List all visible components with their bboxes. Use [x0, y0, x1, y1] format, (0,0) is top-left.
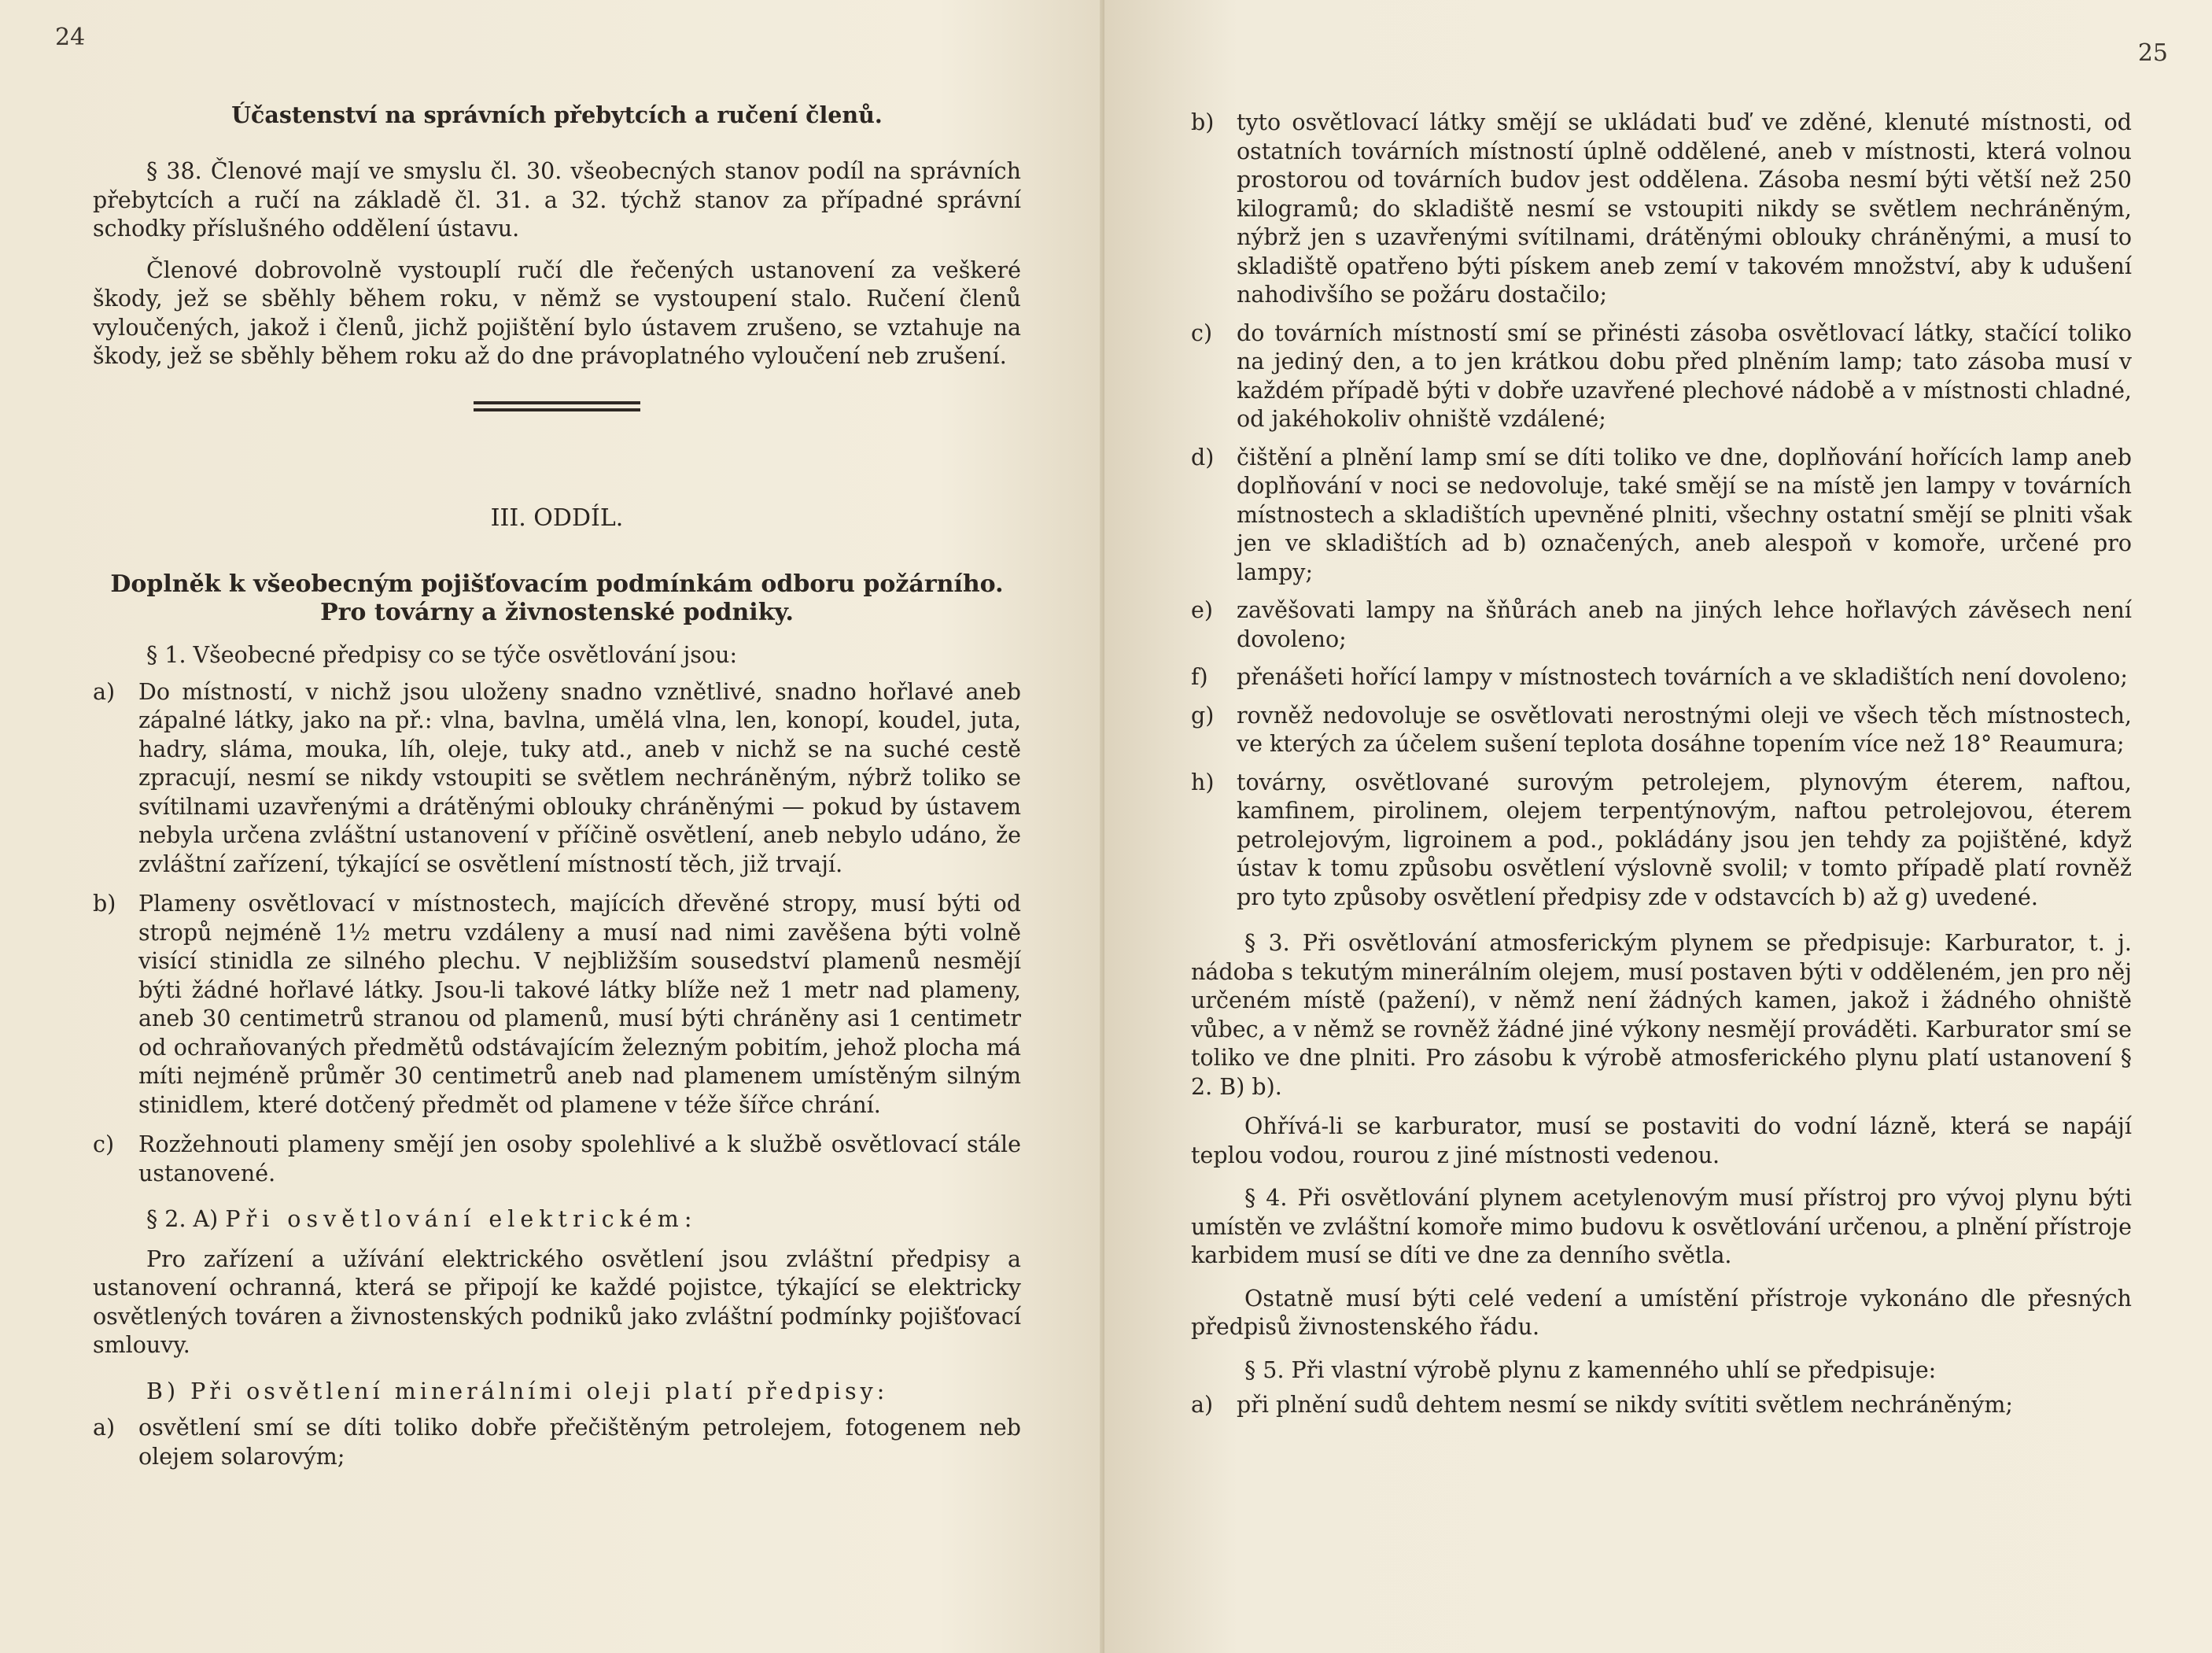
item-text: Plameny osvětlovací v místnostech, majících dřevěné stropy, musí býti od stropů nejméně 1½ metru vzdáleny a musí nad nimi zavěšena býti volně visící stinidla ze silného plechu. V nejbližším sousedství plamenů nesmějí býti žádné hořlavé látky. Jsou-li takové látky blíže než 1 metr nad plameny, aneb 30 centimetrů stranou od plamenů, musí býti chráněny asi 1 centimetr od ochraňovaných předmětů odstávajícím železným pobitím, jehož plocha má míti nejméně průměr 30 centimetrů aneb nad plamenem umístěným silným stinidlem, které dotčený předmět od plamene v téže šířce chrání. — [138, 891, 1021, 1118]
item-text: při plnění sudů dehtem nesmí se nikdy svítiti světlem nechráněným; — [1237, 1392, 2014, 1418]
double-rule-divider — [474, 401, 640, 411]
item-text: Do místností, v nichž jsou uloženy snadno vznětlivé, snadno hořlavé aneb zápalné látky, jako na př.: vlna, bavlna, umělá vlna, len, konopí, koudel, juta, hadry, sláma, mouka, líh, oleje, tuky atd., aneb v nichž se na suché cestě zpracují, nesmí se nikdy vstoupiti se světlem nechráněným, nýbrž toliko se svítilnami uzavřenými a drátěnými oblouky chráněnými — pokud by ústavem nebyla určena zvláštní ustanovení v příčině osvětlení, aneb nebylo udáno, že zvláštní zařízení, týkající se osvětlení místností těch, již trvají. — [138, 678, 1021, 877]
s2a-prefix: § 2. A) — [146, 1206, 219, 1232]
paragraph-s5-intro: § 5. Při vlastní výrobě plynu z kamenného uhlí se předpisuje: — [1244, 1356, 1937, 1383]
item-label: b) — [93, 891, 116, 917]
s2a-spaced-title: Při osvětlování elektrickém: — [225, 1206, 698, 1232]
list-item-s2b-f — [1191, 663, 2132, 692]
heading-supplement: Doplněk k všeobecným pojišťovacím podmínkám odboru požárního. Pro továrny a živnostenské podniky. — [110, 570, 1004, 626]
section-title: III. ODDÍL. — [490, 504, 624, 532]
item-label: a) — [93, 678, 116, 705]
list-item-s2b-d — [1191, 444, 2132, 588]
left-page-text — [93, 101, 1021, 1471]
item-label: h) — [1191, 769, 1215, 795]
item-label: c) — [1191, 319, 1213, 346]
list-item-s1-b — [93, 890, 1021, 1120]
list-item-s1-c — [93, 1131, 1021, 1188]
list-item-s2b-b — [1191, 109, 2132, 310]
left-page — [0, 0, 1104, 1653]
item-label: a) — [1191, 1392, 1214, 1418]
item-text: přenášeti hořící lampy v místnostech továrních a ve skladištích není dovoleno; — [1237, 664, 2129, 690]
item-text: zavěšovati lampy na šňůrách aneb na jiných lehce hořlavých závěsech není dovoleno; — [1237, 597, 2132, 652]
paragraph-s2a: Pro zařízení a užívání elektrického osvětlení jsou zvláštní předpisy a ustanovení ochranná, která se připojí ke každé pojistce, týkající se elektricky osvětlených továren a živnostenských podniků jako zvláštní podmínky pojišťovací smlouvy. — [93, 1245, 1021, 1358]
item-label: d) — [1191, 444, 1215, 470]
item-label: g) — [1191, 702, 1215, 729]
paragraph-s4-2: Ostatně musí býti celé vedení a umístění přístroje vykonáno dle přesných předpisů živnostenského řádu. — [1191, 1285, 2132, 1340]
list-item-s2b-a — [93, 1414, 1021, 1471]
right-page-text — [1191, 109, 2132, 1420]
list-item-s2b-g — [1191, 702, 2132, 759]
list-item-s2b-h — [1191, 769, 2132, 913]
item-text: tyto osvětlovací látky smějí se ukládati buď ve zděné, klenuté místnosti, od ostatních továrních místností úplně oddělené, aneb v místnosti, která volnou prostorou od továrních budov jest oddělena. Zásoba nesmí býti větší než 250 kilogramů; do skladiště nesmí se vstoupiti nikdy se světlem nechráněným, nýbrž jen s uzavřenými svítilnami, drátěnými oblouky chráněnými, a musí to skladiště opatřeno býti pískem aneb zemí v takovém množství, aby k udušení nahodivšího se požáru dostačilo; — [1237, 109, 2132, 308]
heading-participation: Účastenství na správních přebytcích a ručení členů. — [231, 101, 883, 128]
item-label: f) — [1191, 664, 1208, 690]
item-label: a) — [93, 1415, 116, 1441]
item-label: e) — [1191, 597, 1213, 623]
item-label: b) — [1191, 109, 1215, 135]
item-text: Rozžehnouti plameny smějí jen osoby spolehlivé a k službě osvětlovací stále ustanovené. — [138, 1131, 1021, 1186]
page-number-right: 25 — [2137, 39, 2168, 67]
list-item-s5-a — [1191, 1391, 2132, 1420]
paragraph-s38-1: § 38. Členové mají ve smyslu čl. 30. všeobecných stanov podíl na správních přebytcích a ručí na základě čl. 31. a 32. týchž stanov za případné správní schodky příslušného oddělení ústavu. — [93, 158, 1021, 242]
item-text: do továrních místností smí se přinésti zásoba osvětlovací látky, stačící toliko na jediný den, a to jen krátkou dobu před plněním lamp; tato zásoba musí v každém případě býti v dobře uzavřené plechové nádobě a v místnosti chladné, od jakéhokoliv ohniště vzdálené; — [1237, 319, 2132, 432]
paragraph-s1-intro: § 1. Všeobecné předpisy co se týče osvětlování jsou: — [146, 642, 738, 668]
item-text: čištění a plnění lamp smí se díti toliko ve dne, doplňování hořících lamp aneb doplňování v noci se nedovoluje, také smějí se na místě jen lampy v továrních místnostech a skladištích upevněné plniti, všechny ostatní smějí se plniti však jen ve skladištích ad b) označených, aneb alespoň v komoře, určené pro lampy; — [1237, 444, 2132, 585]
item-text: osvětlení smí se díti toliko dobře přečištěným petrolejem, fotogenem neb olejem solarovým; — [138, 1415, 1021, 1470]
paragraph-s2b-intro: B) Při osvětlení minerálními oleji platí předpisy: — [146, 1378, 889, 1404]
right-page — [1104, 0, 2212, 1653]
paragraph-s3-2: Ohřívá-li se karburator, musí se postaviti do vodní lázně, která se napájí teplou vodou, rourou z jiné místnosti vedenou. — [1191, 1113, 2132, 1168]
item-label: c) — [93, 1131, 115, 1157]
paragraph-s3-1: § 3. Při osvětlování atmosferickým plynem se předpisuje: Karburator, t. j. nádoba s tekutým minerálním olejem, musí postaven býti v odděleném, jen pro něj určeném místě (pažení), v němž není žádných kamen, jakož i žádného ohniště vůbec, a v němž se rovněž žádné jiné výkony nesmějí prováděti. Karburator smí se toliko ve dne plniti. Pro zásobu k výrobě atmosferického plynu platí ustanovení § 2. B) b). — [1191, 930, 2132, 1100]
paragraph-s2a-intro — [93, 1205, 1021, 1234]
page-number-left: 24 — [55, 24, 86, 51]
list-item-s2b-c — [1191, 319, 2132, 434]
item-text: rovněž nedovoluje se osvětlovati nerostnými oleji ve všech těch místnostech, ve kterých za účelem sušení teplota dosáhne topením více než 18° Reaumura; — [1237, 702, 2132, 757]
list-item-s1-a — [93, 678, 1021, 880]
paragraph-s4-1: § 4. Při osvětlování plynem acetylenovým musí přístroj pro vývoj plynu býti umístěn ve zvláštní komoře mimo budovu k osvětlování určenou, a plnění přístroje karbidem musí se díti ve dne za denního světla. — [1191, 1185, 2132, 1268]
list-item-s2b-e — [1191, 596, 2132, 654]
item-text: továrny, osvětlované surovým petrolejem, plynovým éterem, naftou, kamfinem, pirolinem, olejem terpentýnovým, naftou petrolejovou, éterem petrolejovým, ligroinem a pod., pokládány jsou jen tehdy za pojištěné, když ústav k tomu způsobu osvětlení výslovně svolil; v tomto případě platí rovněž pro tyto způsoby osvětlení předpisy zde v odstavcích b) až g) uvedené. — [1237, 769, 2132, 910]
paragraph-s38-2: Členové dobrovolně vystouplí ručí dle řečených ustanovení za veškeré škody, jež se sběhly během roku, v němž se vystoupení stalo. Ručení členů vyloučených, jakož i členů, jichž pojištění bylo ústavem zrušeno, se vztahuje na škody, jež se sběhly během roku až do dne právoplatného vyloučení neb zrušení. — [93, 256, 1021, 369]
